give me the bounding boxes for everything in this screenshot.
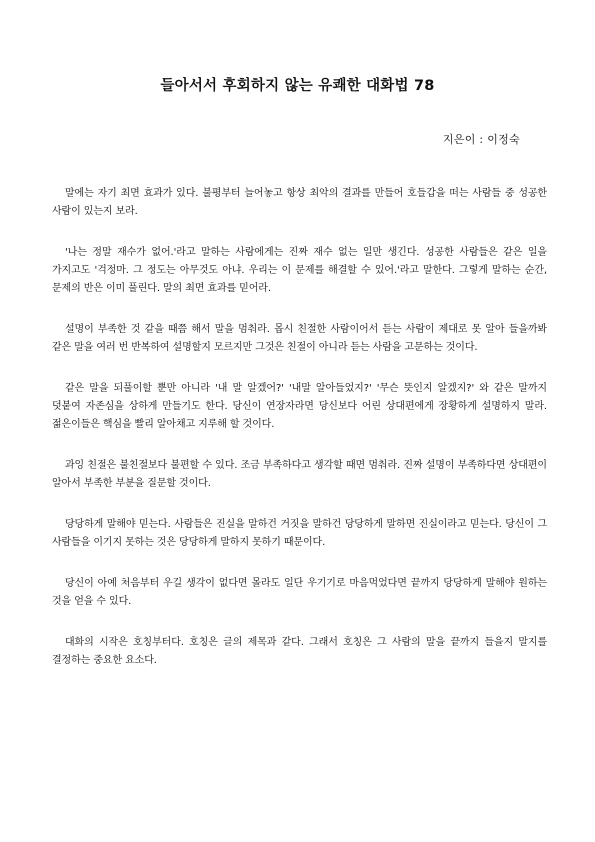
paragraph: 말에는 자기 최면 효과가 있다. 불평부터 늘어놓고 항상 최악의 결과를 만들어 호들갑을 떠는 사람들 중 성공한 사람이 있는지 보라. <box>52 188 547 217</box>
document-title: 들아서서 후회하지 않는 유쾌한 대화법 78 <box>160 78 435 94</box>
document-body <box>52 185 547 693</box>
paragraph: 같은 말을 되풀이할 뿐만 아니라 '내 말 알겠어?' '내말 알아들었지?' '무슨 뜻인지 알겠지?' 와 같은 말까지 덧붙여 자존심을 상하게 만들기도 한다. 당신이 연장자라면 당신보다 어린 상대편에게 장황하게 설명하지 말라. 젊은이들은 핵심을 빨리 알아채고 지루해 할 것이다. <box>52 383 547 430</box>
paragraph: 과잉 친절은 불친절보다 불편할 수 있다. 조금 부족하다고 생각할 때면 멈춰라. 진짜 설명이 부족하다면 상대편이 알아서 부족한 부분을 질문할 것이다. <box>52 460 547 489</box>
paragraph: 당당하게 말해야 믿는다. 사람들은 진실을 말하건 거짓을 말하건 당당하게 말하면 진실이라고 믿는다. 당신이 그 사람들을 이기지 못하는 것은 당당하게 말하지 못하기 때문이다. <box>52 519 547 548</box>
paragraph: 대화의 시작은 호칭부터다. 호칭은 글의 제목과 같다. 그래서 호칭은 그 사람의 말을 끝까지 들을지 말지를 결정하는 중요한 요소다. <box>52 637 547 666</box>
author-line: 지은이 : 이정숙 <box>442 133 520 146</box>
paragraph: '나는 정말 재수가 없어.'라고 말하는 사람에게는 진짜 재수 없는 일만 생긴다. 성공한 사람들은 같은 일을 가지고도 '걱정마. 그 정도는 아무것도 아냐. 우리는 이 문제를 해결할 수 있어.'라고 말한다. 그렇게 말하는 순간, 문제의 반은 이미 풀린다. 말의 최면 효과를 믿어라. <box>52 247 547 294</box>
paragraph: 당신이 아예 처음부터 우길 생각이 없다면 몰라도 일단 우기기로 마음먹었다면 끝까지 당당하게 말해야 원하는 것을 얻을 수 있다. <box>52 578 547 607</box>
paragraph: 설명이 부족한 것 같을 때쯤 해서 말을 멈춰라. 몹시 친절한 사람이어서 듣는 사람이 제대로 못 알아 들을까봐 같은 말을 여러 번 반복하여 설명할지 모르지만 그것은 친절이 아니라 듣는 사람을 고문하는 것이다. <box>52 324 547 353</box>
